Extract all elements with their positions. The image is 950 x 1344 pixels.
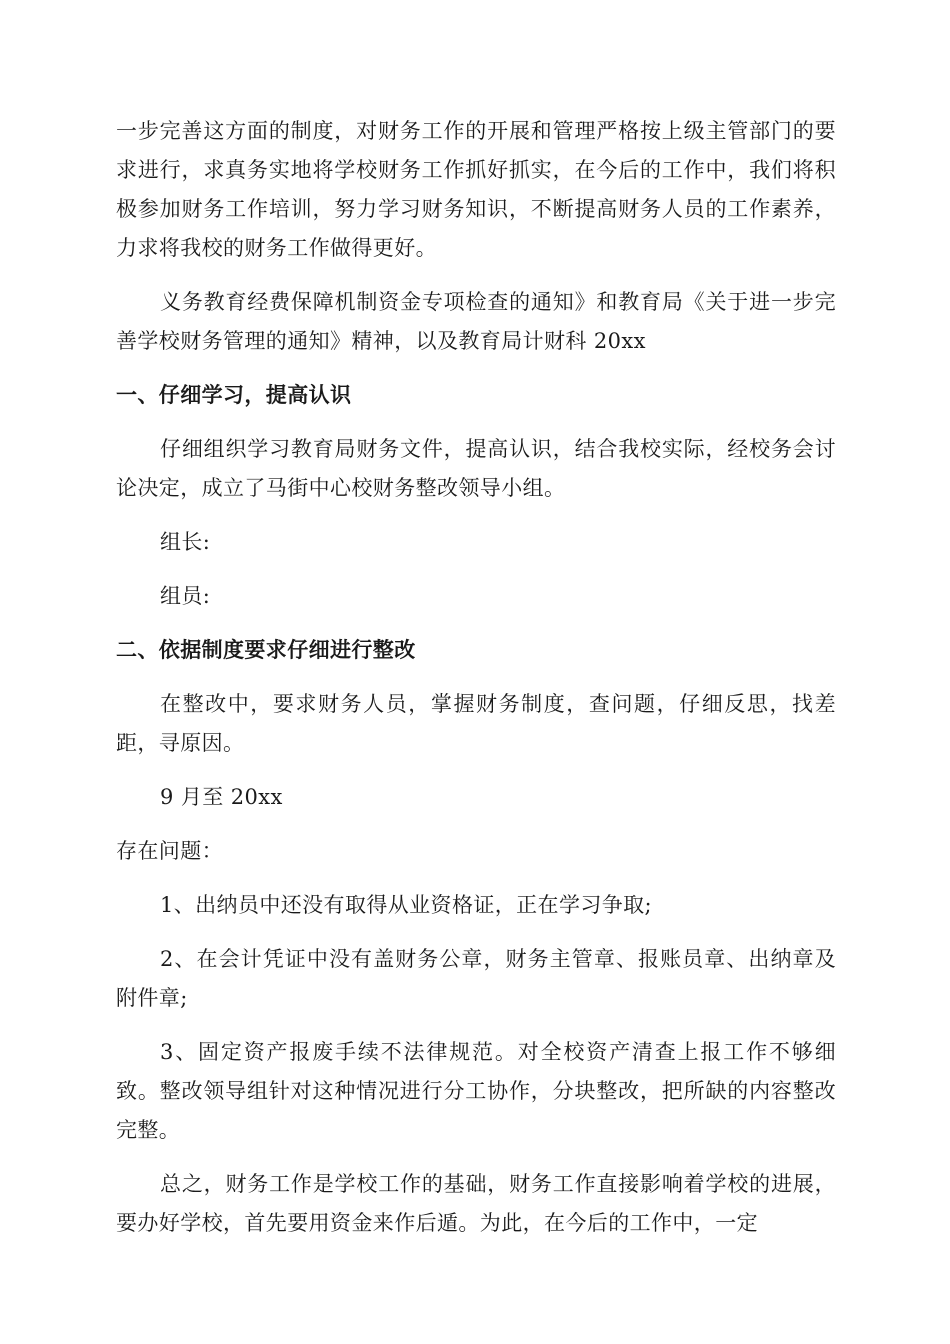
document-body	[116, 112, 836, 1258]
date-range: 9 月至 20xx	[160, 785, 283, 809]
section-heading-1: 一、仔细学习，提高认识	[116, 383, 352, 407]
paragraph-notice-reference: 义务教育经费保障机制资金专项检查的通知》和教育局《关于进一步完善学校财务管理的通知》精神，以及教育局计财科 20xx	[116, 290, 836, 353]
problem-item-1: 1、出纳员中还没有取得从业资格证，正在学习争取;	[160, 893, 653, 917]
problem-item-2: 2、在会计凭证中没有盖财务公章，财务主管章、报账员章、出纳章及附件章;	[116, 947, 836, 1010]
paragraph-continuation: 一步完善这方面的制度，对财务工作的开展和管理严格按上级主管部门的要求进行，求真务实地将学校财务工作抓好抓实，在今后的工作中，我们将积极参加财务工作培训，努力学习财务知识，不断提高财务人员的工作素养，力求将我校的财务工作做得更好。	[116, 119, 836, 260]
group-members-label: 组员:	[160, 584, 211, 608]
paragraph-study: 仔细组织学习教育局财务文件，提高认识，结合我校实际，经校务会讨论决定，成立了马街中心校财务整改领导小组。	[116, 437, 836, 500]
paragraph-rectification: 在整改中，要求财务人员，掌握财务制度，查问题，仔细反思，找差距，寻原因。	[116, 692, 836, 755]
section-heading-2: 二、依据制度要求仔细进行整改	[116, 638, 416, 662]
paragraph-summary: 总之，财务工作是学校工作的基础，财务工作直接影响着学校的进展，要办好学校，首先要用资金来作后遁。为此，在今后的工作中，一定	[116, 1172, 836, 1235]
problems-label: 存在问题：	[116, 839, 223, 863]
problem-item-3: 3、固定资产报废手续不法律规范。对全校资产清查上报工作不够细致。整改领导组针对这种情况进行分工协作，分块整改，把所缺的内容整改完整。	[116, 1040, 836, 1142]
group-leader-label: 组长:	[160, 530, 211, 554]
